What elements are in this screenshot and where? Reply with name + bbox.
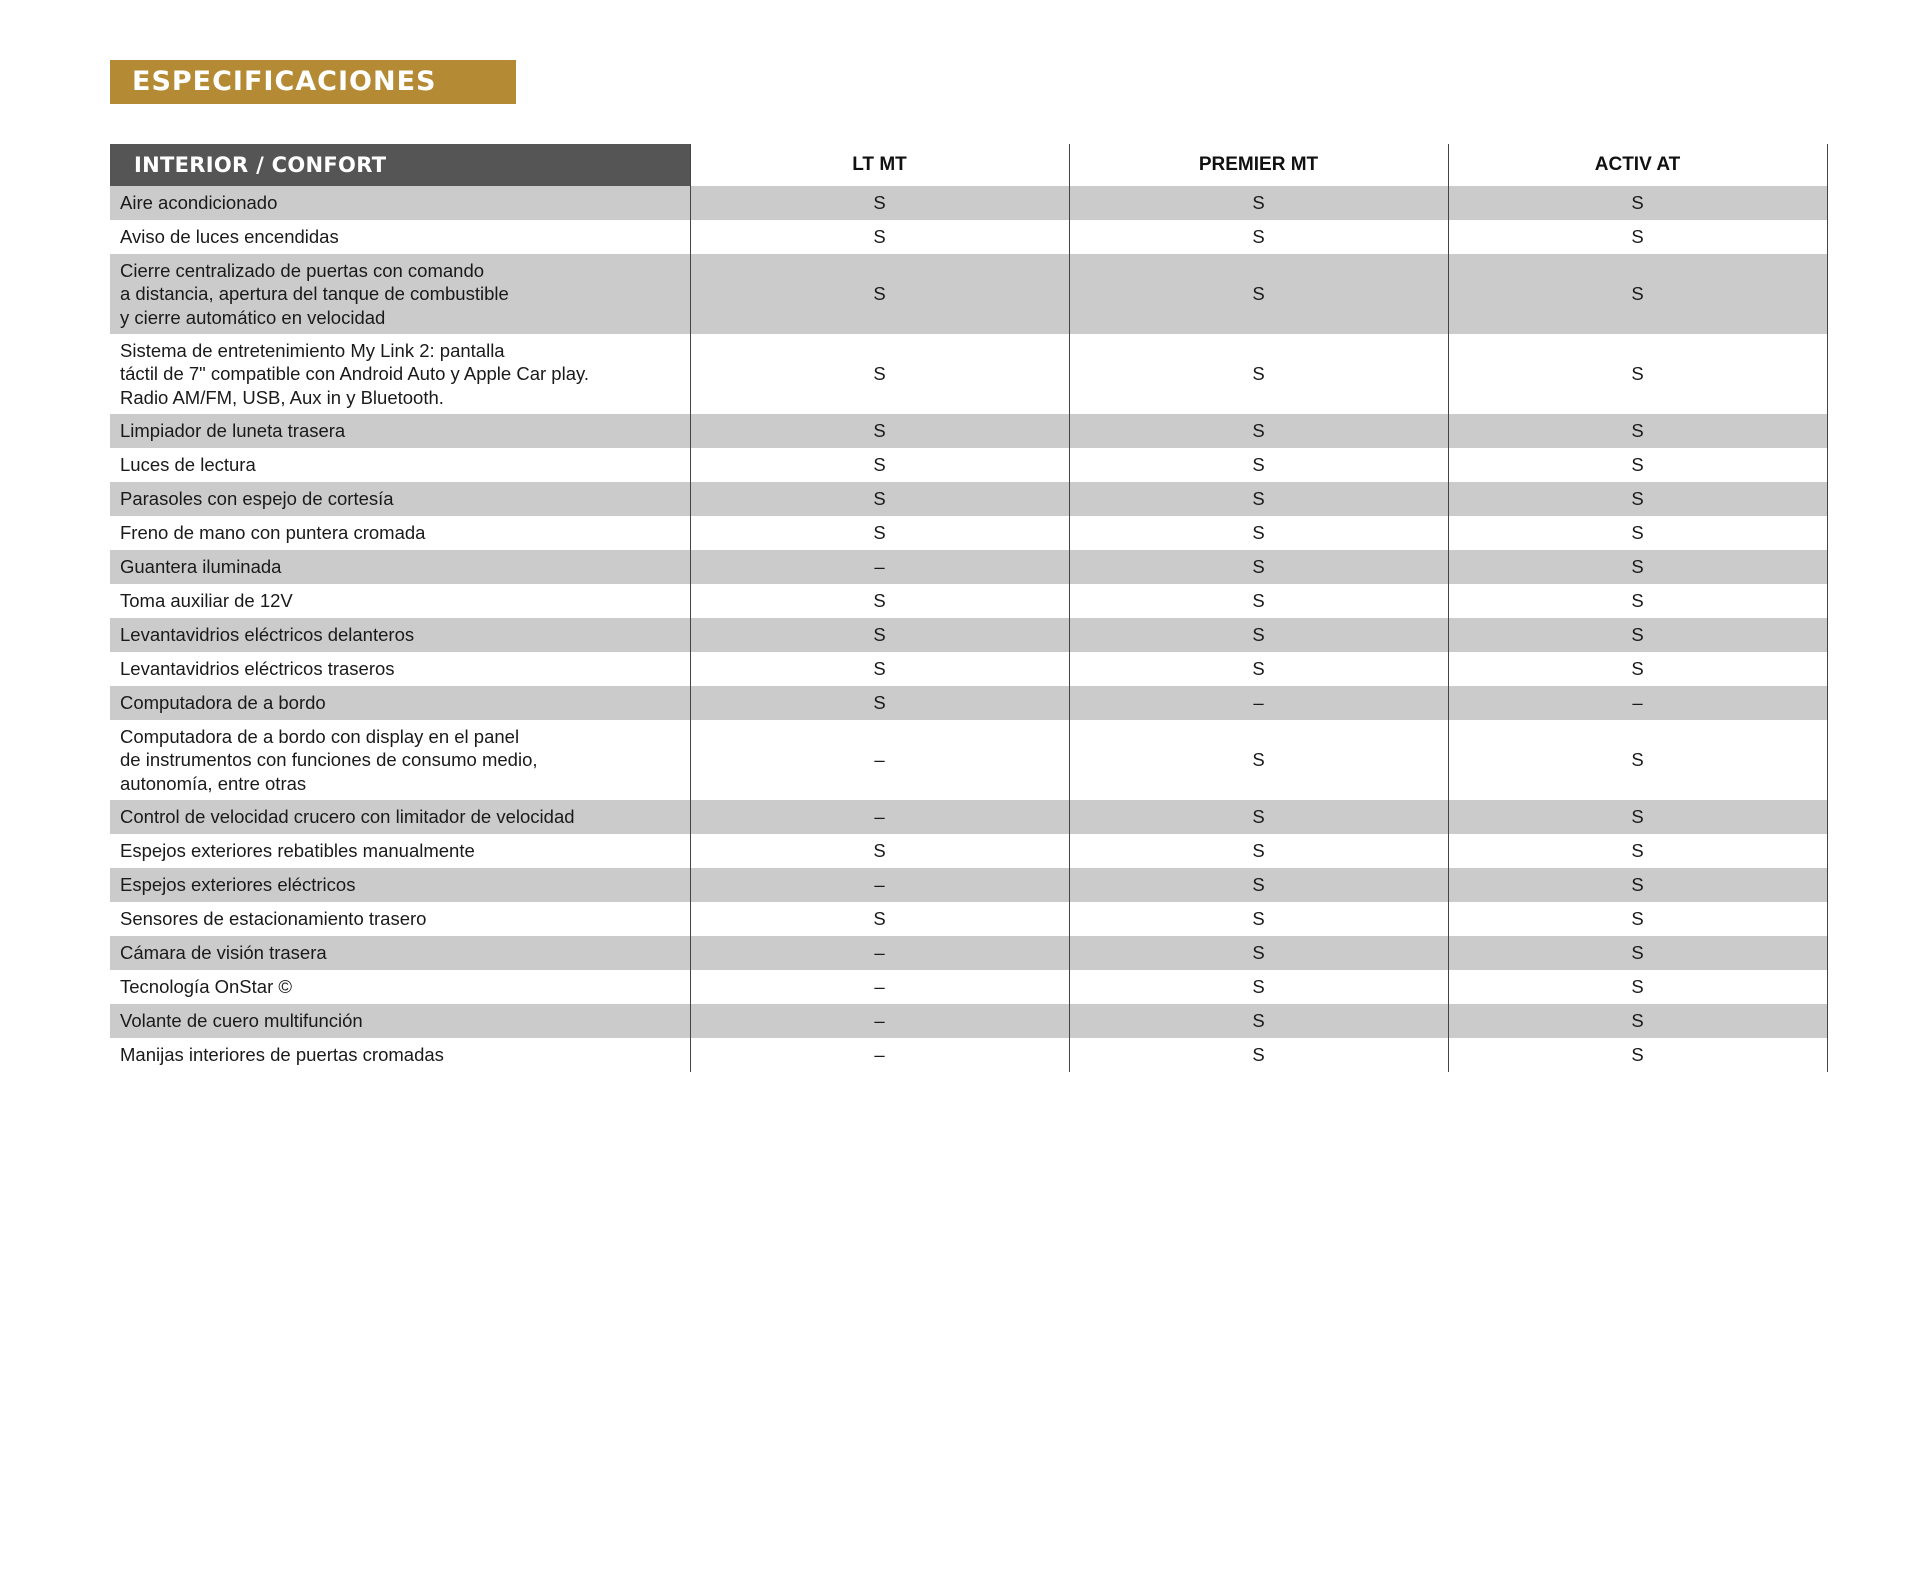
value-premier-mt: S [1069, 652, 1448, 686]
table-row [110, 584, 1827, 618]
value-premier-mt: S [1069, 220, 1448, 254]
value-premier-mt: S [1069, 800, 1448, 834]
value-activ-at: S [1448, 902, 1827, 936]
feature-label: Espejos exteriores rebatibles manualmente [110, 834, 690, 868]
value-activ-at: S [1448, 414, 1827, 448]
value-premier-mt: S [1069, 1038, 1448, 1072]
column-header-premier-mt: PREMIER MT [1069, 144, 1448, 186]
value-lt-mt: S [690, 448, 1069, 482]
table-row [110, 448, 1827, 482]
table-row [110, 618, 1827, 652]
feature-label: Volante de cuero multifunción [110, 1004, 690, 1038]
table-row [110, 186, 1827, 220]
value-premier-mt: S [1069, 834, 1448, 868]
value-premier-mt: S [1069, 254, 1448, 334]
table-row [110, 720, 1827, 800]
table-row [110, 834, 1827, 868]
value-activ-at: S [1448, 720, 1827, 800]
table-row [110, 652, 1827, 686]
feature-label: Levantavidrios eléctricos delanteros [110, 618, 690, 652]
value-activ-at: S [1448, 868, 1827, 902]
value-lt-mt: S [690, 414, 1069, 448]
value-activ-at: S [1448, 220, 1827, 254]
value-activ-at: S [1448, 334, 1827, 414]
value-premier-mt: S [1069, 868, 1448, 902]
value-activ-at: S [1448, 584, 1827, 618]
value-premier-mt: S [1069, 186, 1448, 220]
table-row [110, 800, 1827, 834]
value-premier-mt: S [1069, 550, 1448, 584]
table-row [110, 334, 1827, 414]
value-activ-at: S [1448, 186, 1827, 220]
value-lt-mt: – [690, 1038, 1069, 1072]
value-lt-mt: S [690, 220, 1069, 254]
value-premier-mt: S [1069, 448, 1448, 482]
feature-label: Levantavidrios eléctricos traseros [110, 652, 690, 686]
value-activ-at: S [1448, 1004, 1827, 1038]
value-lt-mt: – [690, 550, 1069, 584]
value-premier-mt: S [1069, 618, 1448, 652]
feature-label: Control de velocidad crucero con limitador de velocidad [110, 800, 690, 834]
value-lt-mt: – [690, 1004, 1069, 1038]
value-lt-mt: S [690, 584, 1069, 618]
table-row [110, 482, 1827, 516]
value-lt-mt: S [690, 902, 1069, 936]
feature-label: Computadora de a bordo [110, 686, 690, 720]
column-header-lt-mt: LT MT [690, 144, 1069, 186]
feature-label: Luces de lectura [110, 448, 690, 482]
value-premier-mt: S [1069, 584, 1448, 618]
value-lt-mt: S [690, 186, 1069, 220]
value-lt-mt: S [690, 482, 1069, 516]
value-activ-at: S [1448, 482, 1827, 516]
value-activ-at: S [1448, 254, 1827, 334]
feature-label: Limpiador de luneta trasera [110, 414, 690, 448]
value-activ-at: S [1448, 800, 1827, 834]
table-row [110, 970, 1827, 1004]
value-lt-mt: – [690, 800, 1069, 834]
value-activ-at: S [1448, 652, 1827, 686]
value-premier-mt: S [1069, 414, 1448, 448]
value-premier-mt: S [1069, 720, 1448, 800]
value-activ-at: S [1448, 970, 1827, 1004]
table-row [110, 686, 1827, 720]
table-row [110, 550, 1827, 584]
feature-label: Tecnología OnStar © [110, 970, 690, 1004]
value-premier-mt: S [1069, 516, 1448, 550]
table-row [110, 1038, 1827, 1072]
value-lt-mt: S [690, 652, 1069, 686]
table-row [110, 902, 1827, 936]
value-lt-mt: S [690, 254, 1069, 334]
value-lt-mt: S [690, 334, 1069, 414]
page-title: ESPECIFICACIONES [110, 60, 516, 104]
value-lt-mt: S [690, 618, 1069, 652]
feature-label: Guantera iluminada [110, 550, 690, 584]
feature-label: Manijas interiores de puertas cromadas [110, 1038, 690, 1072]
value-lt-mt: – [690, 970, 1069, 1004]
value-premier-mt: – [1069, 686, 1448, 720]
feature-label: Parasoles con espejo de cortesía [110, 482, 690, 516]
value-lt-mt: – [690, 936, 1069, 970]
feature-label: Aviso de luces encendidas [110, 220, 690, 254]
value-premier-mt: S [1069, 1004, 1448, 1038]
value-activ-at: S [1448, 550, 1827, 584]
feature-label: Aire acondicionado [110, 186, 690, 220]
table-row [110, 220, 1827, 254]
feature-label: Espejos exteriores eléctricos [110, 868, 690, 902]
section-title: INTERIOR / CONFORT [110, 144, 690, 186]
table-row [110, 414, 1827, 448]
feature-label: Cierre centralizado de puertas con comando a distancia, apertura del tanque de combustible y cierre automático en velocidad [110, 254, 690, 334]
value-activ-at: S [1448, 618, 1827, 652]
table-row [110, 936, 1827, 970]
column-header-activ-at: ACTIV AT [1448, 144, 1827, 186]
feature-label: Sensores de estacionamiento trasero [110, 902, 690, 936]
value-premier-mt: S [1069, 970, 1448, 1004]
feature-label: Freno de mano con puntera cromada [110, 516, 690, 550]
value-activ-at: S [1448, 448, 1827, 482]
value-premier-mt: S [1069, 334, 1448, 414]
feature-label: Computadora de a bordo con display en el panel de instrumentos con funciones de consumo medio, autonomía, entre otras [110, 720, 690, 800]
feature-label: Sistema de entretenimiento My Link 2: pantalla táctil de 7" compatible con Android Auto y Apple Car play. Radio AM/FM, USB, Aux in y Bluetooth. [110, 334, 690, 414]
value-lt-mt: S [690, 516, 1069, 550]
value-lt-mt: S [690, 834, 1069, 868]
value-premier-mt: S [1069, 902, 1448, 936]
value-premier-mt: S [1069, 482, 1448, 516]
value-activ-at: S [1448, 834, 1827, 868]
table-row [110, 868, 1827, 902]
table-row [110, 1004, 1827, 1038]
specifications-table [110, 144, 1828, 1072]
feature-label: Toma auxiliar de 12V [110, 584, 690, 618]
feature-label: Cámara de visión trasera [110, 936, 690, 970]
value-lt-mt: S [690, 686, 1069, 720]
value-activ-at: S [1448, 936, 1827, 970]
value-premier-mt: S [1069, 936, 1448, 970]
value-activ-at: S [1448, 1038, 1827, 1072]
value-lt-mt: – [690, 720, 1069, 800]
table-row [110, 516, 1827, 550]
value-activ-at: – [1448, 686, 1827, 720]
table-row [110, 254, 1827, 334]
table-header-row [110, 144, 1827, 186]
value-lt-mt: – [690, 868, 1069, 902]
value-activ-at: S [1448, 516, 1827, 550]
